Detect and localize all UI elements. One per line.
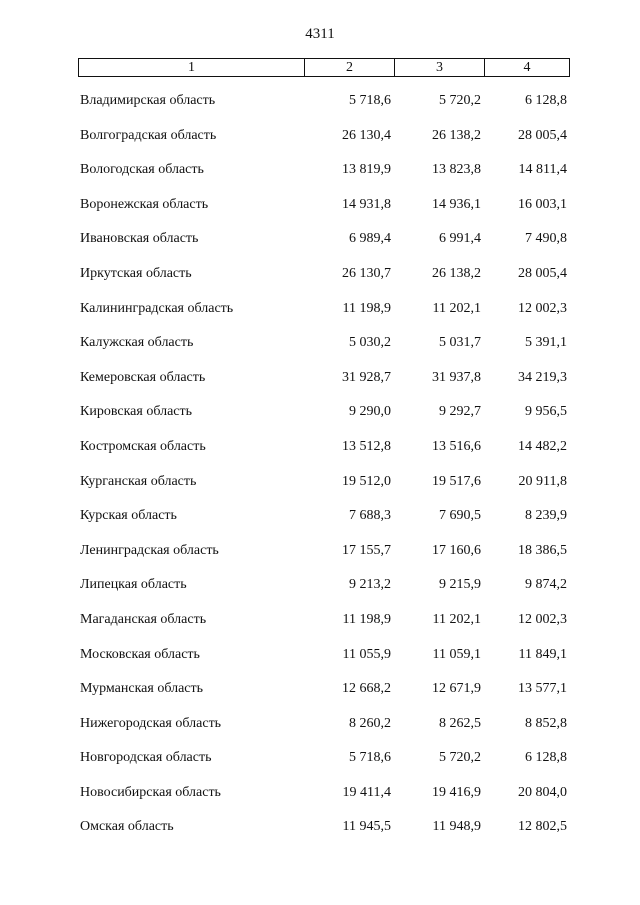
value-col-3: 11 202,1 — [432, 611, 481, 627]
value-col-4: 9 874,2 — [525, 577, 567, 593]
region-name: Московская область — [80, 646, 200, 662]
region-name: Костромская область — [80, 438, 206, 454]
value-col-4: 28 005,4 — [518, 265, 567, 281]
value-col-4: 7 490,8 — [525, 231, 567, 247]
region-name: Курганская область — [80, 473, 197, 489]
value-col-2: 11 198,9 — [342, 611, 391, 627]
value-col-3: 31 937,8 — [432, 369, 481, 385]
value-col-3: 5 720,2 — [439, 750, 481, 766]
value-col-2: 9 213,2 — [349, 577, 391, 593]
table-body — [0, 91, 640, 852]
table-row — [0, 195, 640, 230]
table-row — [0, 264, 640, 299]
value-col-2: 19 411,4 — [342, 784, 391, 800]
value-col-3: 5 031,7 — [439, 335, 481, 351]
value-col-4: 34 219,3 — [518, 369, 567, 385]
table-row — [0, 160, 640, 195]
region-name: Волгоградская область — [80, 127, 217, 143]
value-col-4: 28 005,4 — [518, 127, 567, 143]
table-row — [0, 679, 640, 714]
value-col-2: 11 945,5 — [342, 819, 391, 835]
region-name: Ивановская область — [80, 231, 199, 247]
table-row — [0, 783, 640, 818]
region-name: Ленинградская область — [80, 542, 219, 558]
table-header — [78, 58, 570, 77]
value-col-4: 12 002,3 — [518, 611, 567, 627]
table-row — [0, 575, 640, 610]
region-name: Новосибирская область — [80, 784, 221, 800]
value-col-3: 19 416,9 — [432, 784, 481, 800]
table-row — [0, 126, 640, 161]
region-name: Липецкая область — [80, 577, 187, 593]
value-col-2: 17 155,7 — [342, 542, 391, 558]
value-col-3: 11 059,1 — [432, 646, 481, 662]
value-col-4: 6 128,8 — [525, 750, 567, 766]
value-col-2: 5 718,6 — [349, 93, 391, 108]
value-col-3: 14 936,1 — [432, 196, 481, 212]
region-name: Курская область — [80, 508, 177, 524]
value-col-3: 12 671,9 — [432, 681, 481, 697]
value-col-3: 26 138,2 — [432, 127, 481, 143]
region-name: Воронежская область — [80, 196, 209, 212]
value-col-3: 19 517,6 — [432, 473, 481, 489]
value-col-3: 9 215,9 — [439, 577, 481, 593]
region-name: Новгородская область — [80, 750, 212, 766]
column-header-4: 4 — [523, 60, 531, 75]
table-row — [0, 610, 640, 645]
value-col-2: 7 688,3 — [349, 508, 391, 524]
value-col-2: 13 819,9 — [342, 162, 391, 178]
value-col-2: 26 130,7 — [342, 265, 391, 281]
value-col-3: 7 690,5 — [439, 508, 481, 524]
value-col-4: 18 386,5 — [518, 542, 567, 558]
value-col-3: 11 948,9 — [432, 819, 481, 835]
value-col-4: 14 811,4 — [518, 162, 567, 178]
value-col-3: 6 991,4 — [439, 231, 481, 247]
value-col-2: 13 512,8 — [342, 438, 391, 454]
value-col-2: 11 055,9 — [342, 646, 391, 662]
table-row — [0, 645, 640, 680]
region-name: Омская область — [80, 819, 174, 835]
value-col-2: 14 931,8 — [342, 196, 391, 212]
value-col-3: 13 516,6 — [432, 438, 481, 454]
region-name: Владимирская область — [80, 93, 216, 108]
region-name: Вологодская область — [80, 162, 204, 178]
value-col-2: 9 290,0 — [349, 404, 391, 420]
region-name: Мурманская область — [80, 681, 204, 697]
column-header-2: 2 — [305, 59, 395, 76]
table-row — [0, 333, 640, 368]
value-col-4: 12 802,5 — [518, 819, 567, 835]
region-name: Кировская область — [80, 404, 193, 420]
value-col-4: 8 239,9 — [525, 508, 567, 524]
table-row — [0, 506, 640, 541]
value-col-3: 26 138,2 — [432, 265, 481, 281]
value-col-2: 12 668,2 — [342, 681, 391, 697]
value-col-4: 8 852,8 — [525, 715, 567, 731]
value-col-3: 5 720,2 — [439, 93, 481, 108]
value-col-4: 9 956,5 — [525, 404, 567, 420]
table-row — [0, 437, 640, 472]
value-col-4: 16 003,1 — [518, 196, 567, 212]
column-header-1: 1 — [79, 59, 305, 76]
table-row — [0, 472, 640, 507]
region-name: Иркутская область — [80, 265, 192, 281]
value-col-3: 11 202,1 — [432, 300, 481, 316]
value-col-4: 12 002,3 — [518, 300, 567, 316]
value-col-2: 5 718,6 — [349, 750, 391, 766]
table-row — [0, 229, 640, 264]
value-col-2: 31 928,7 — [342, 369, 391, 385]
value-col-4: 14 482,2 — [518, 438, 567, 454]
value-col-4: 20 804,0 — [518, 784, 567, 800]
value-col-2: 6 989,4 — [349, 231, 391, 247]
region-name: Кемеровская область — [80, 369, 206, 385]
table-row — [0, 299, 640, 334]
table-row — [0, 748, 640, 783]
region-name: Магаданская область — [80, 611, 207, 627]
value-col-2: 8 260,2 — [349, 715, 391, 731]
value-col-2: 11 198,9 — [342, 300, 391, 316]
value-col-2: 5 030,2 — [349, 335, 391, 351]
value-col-3: 13 823,8 — [432, 162, 481, 178]
region-name: Нижегородская область — [80, 715, 222, 731]
value-col-2: 19 512,0 — [342, 473, 391, 489]
table-row — [0, 368, 640, 403]
value-col-4: 5 391,1 — [525, 335, 567, 351]
value-col-2: 26 130,4 — [342, 127, 391, 143]
value-col-3: 8 262,5 — [439, 715, 481, 731]
table-row — [0, 402, 640, 437]
value-col-3: 17 160,6 — [432, 542, 481, 558]
value-col-4: 13 577,1 — [518, 681, 567, 697]
value-col-4: 11 849,1 — [518, 646, 567, 662]
value-col-4: 6 128,8 — [525, 93, 567, 108]
table-row — [0, 541, 640, 576]
column-header-3: 3 — [395, 59, 485, 76]
table-row — [0, 91, 640, 126]
page-number: 4311 — [305, 26, 335, 42]
value-col-3: 9 292,7 — [439, 404, 481, 420]
table-row — [0, 714, 640, 749]
region-name: Калужская область — [80, 335, 194, 351]
region-name: Калининградская область — [80, 300, 234, 316]
table-row — [0, 817, 640, 852]
value-col-4: 20 911,8 — [518, 473, 567, 489]
